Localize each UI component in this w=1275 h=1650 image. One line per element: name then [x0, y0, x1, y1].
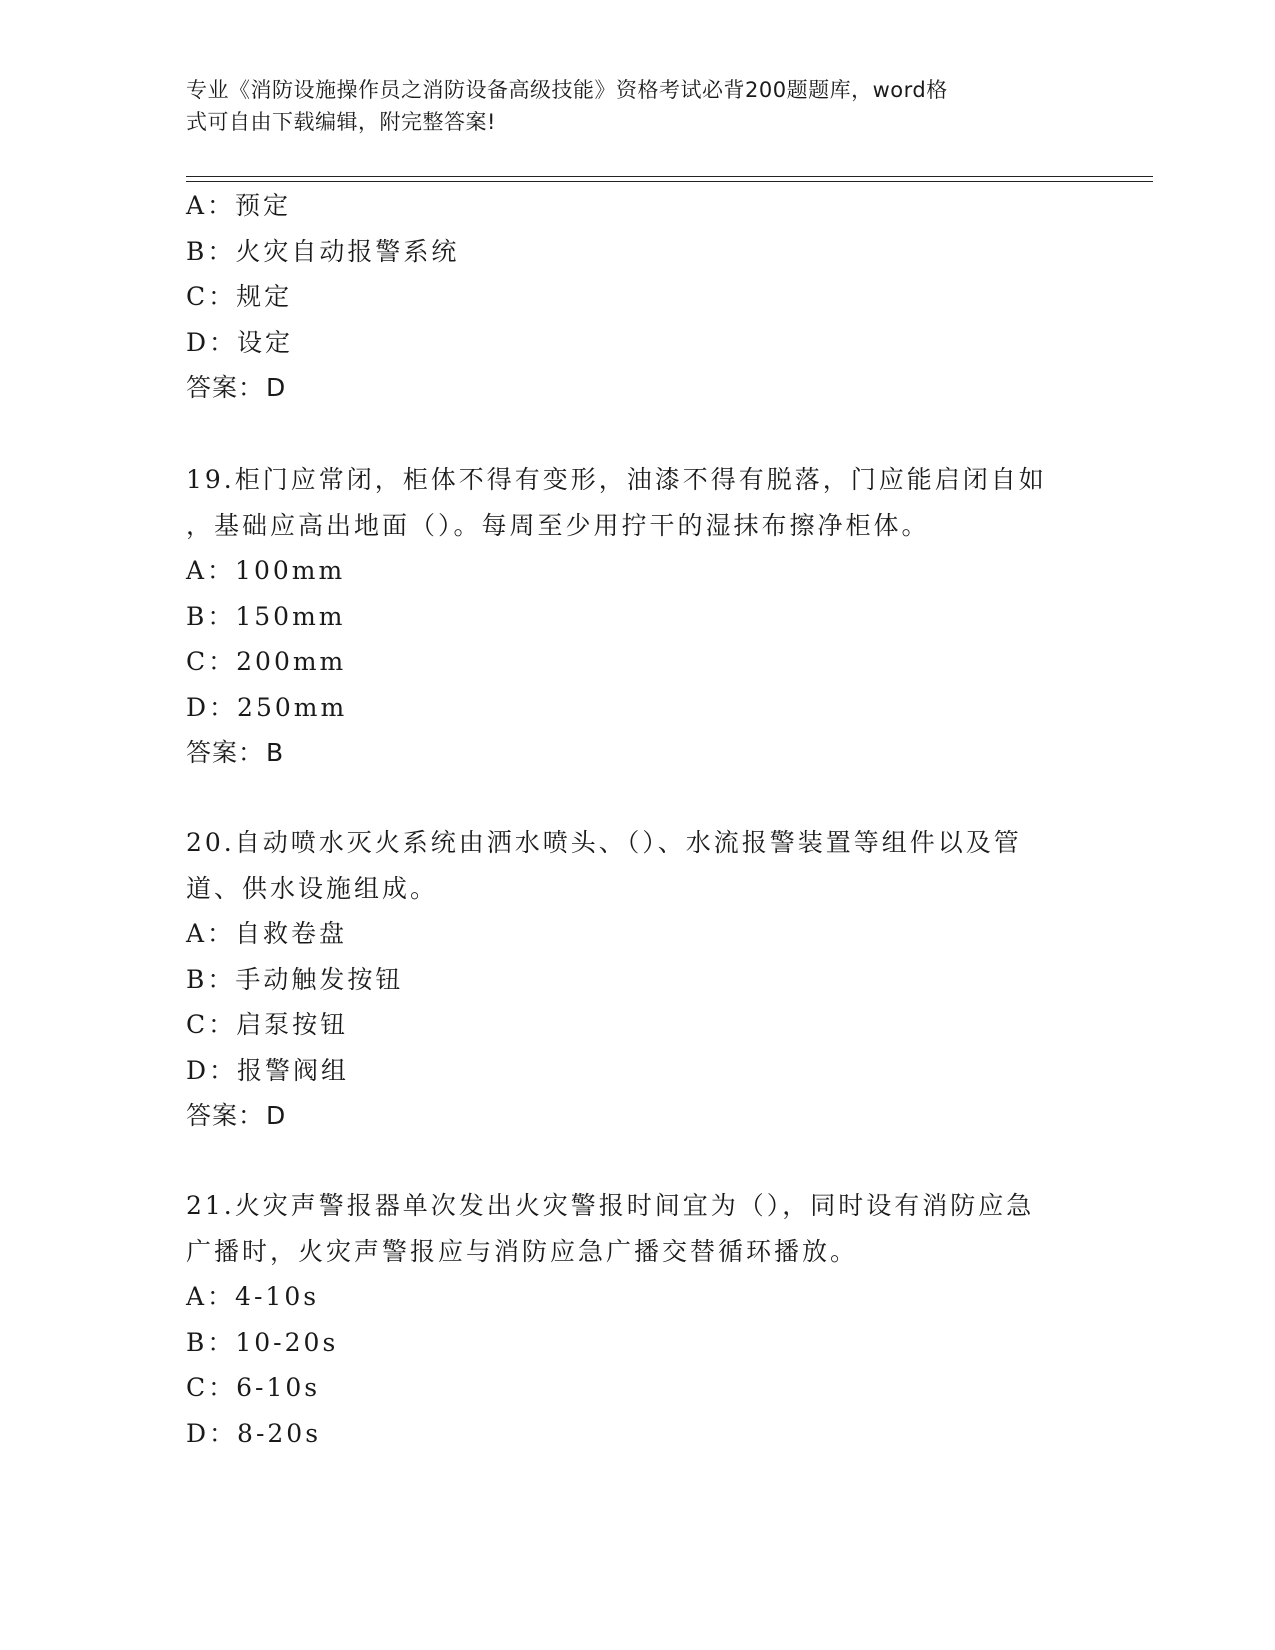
- question-stem-line-2: 道、供水设施组成。: [186, 873, 439, 903]
- question-20: [186, 820, 1076, 1139]
- option-a: A：自救卷盘: [186, 919, 348, 948]
- header-divider-top: [186, 176, 1153, 177]
- question-stem-line-2: ，基础应高出地面（）。每周至少用拧干的湿抹布擦净柜体。: [186, 510, 930, 540]
- option-d: D：8-20s: [186, 1418, 322, 1448]
- question-stem-line-1: 21.火灾声警报器单次发出火灾警报时间宜为（），同时设有消防应急: [186, 1191, 1035, 1220]
- answer-line: [186, 1093, 1076, 1139]
- option-b: B：手动触发按钮: [186, 964, 404, 994]
- option-a: A：4-10s: [186, 1282, 320, 1311]
- answer-label: 答案：: [186, 738, 265, 767]
- question-19: [186, 457, 1076, 776]
- answer-line: [186, 365, 1076, 411]
- answer-value: D: [266, 1101, 287, 1130]
- answer-line: [186, 730, 1076, 776]
- option-d: D：设定: [186, 327, 294, 357]
- question-18-tail: [186, 183, 1076, 411]
- option-c: C：200mm: [186, 647, 347, 676]
- option-d: D：250mm: [186, 692, 348, 722]
- option-a: A：100mm: [186, 556, 346, 585]
- answer-label: 答案：: [186, 1101, 265, 1130]
- question-stem-line-2: 广播时，火灾声警报应与消防应急广播交替循环播放。: [186, 1236, 859, 1266]
- header-divider-bottom: [186, 181, 1153, 182]
- option-d: D：报警阀组: [186, 1055, 350, 1085]
- header-line-2: 式可自由下载编辑，附完整答案!: [186, 110, 496, 134]
- question-21: [186, 1183, 1076, 1456]
- header-line-1: 专业《消防设施操作员之消防设备高级技能》资格考试必背200题题库，word格: [186, 78, 948, 102]
- option-b: B：150mm: [186, 601, 346, 631]
- document-header: [186, 74, 1076, 138]
- question-stem-line-1: 20.自动喷水灭火系统由洒水喷头、（）、水流报警装置等组件以及管: [186, 828, 1022, 857]
- option-c: C：启泵按钮: [186, 1010, 349, 1039]
- option-c: C：规定: [186, 282, 293, 311]
- answer-value: D: [266, 373, 287, 402]
- answer-value: B: [266, 738, 285, 767]
- option-c: C：6-10s: [186, 1373, 321, 1402]
- option-b: B：10-20s: [186, 1327, 339, 1357]
- option-b: B：火灾自动报警系统: [186, 236, 460, 266]
- answer-label: 答案：: [186, 373, 265, 402]
- question-stem-line-1: 19.柜门应常闭，柜体不得有变形，油漆不得有脱落，门应能启闭自如: [186, 465, 1047, 494]
- option-a: A：预定: [186, 191, 292, 220]
